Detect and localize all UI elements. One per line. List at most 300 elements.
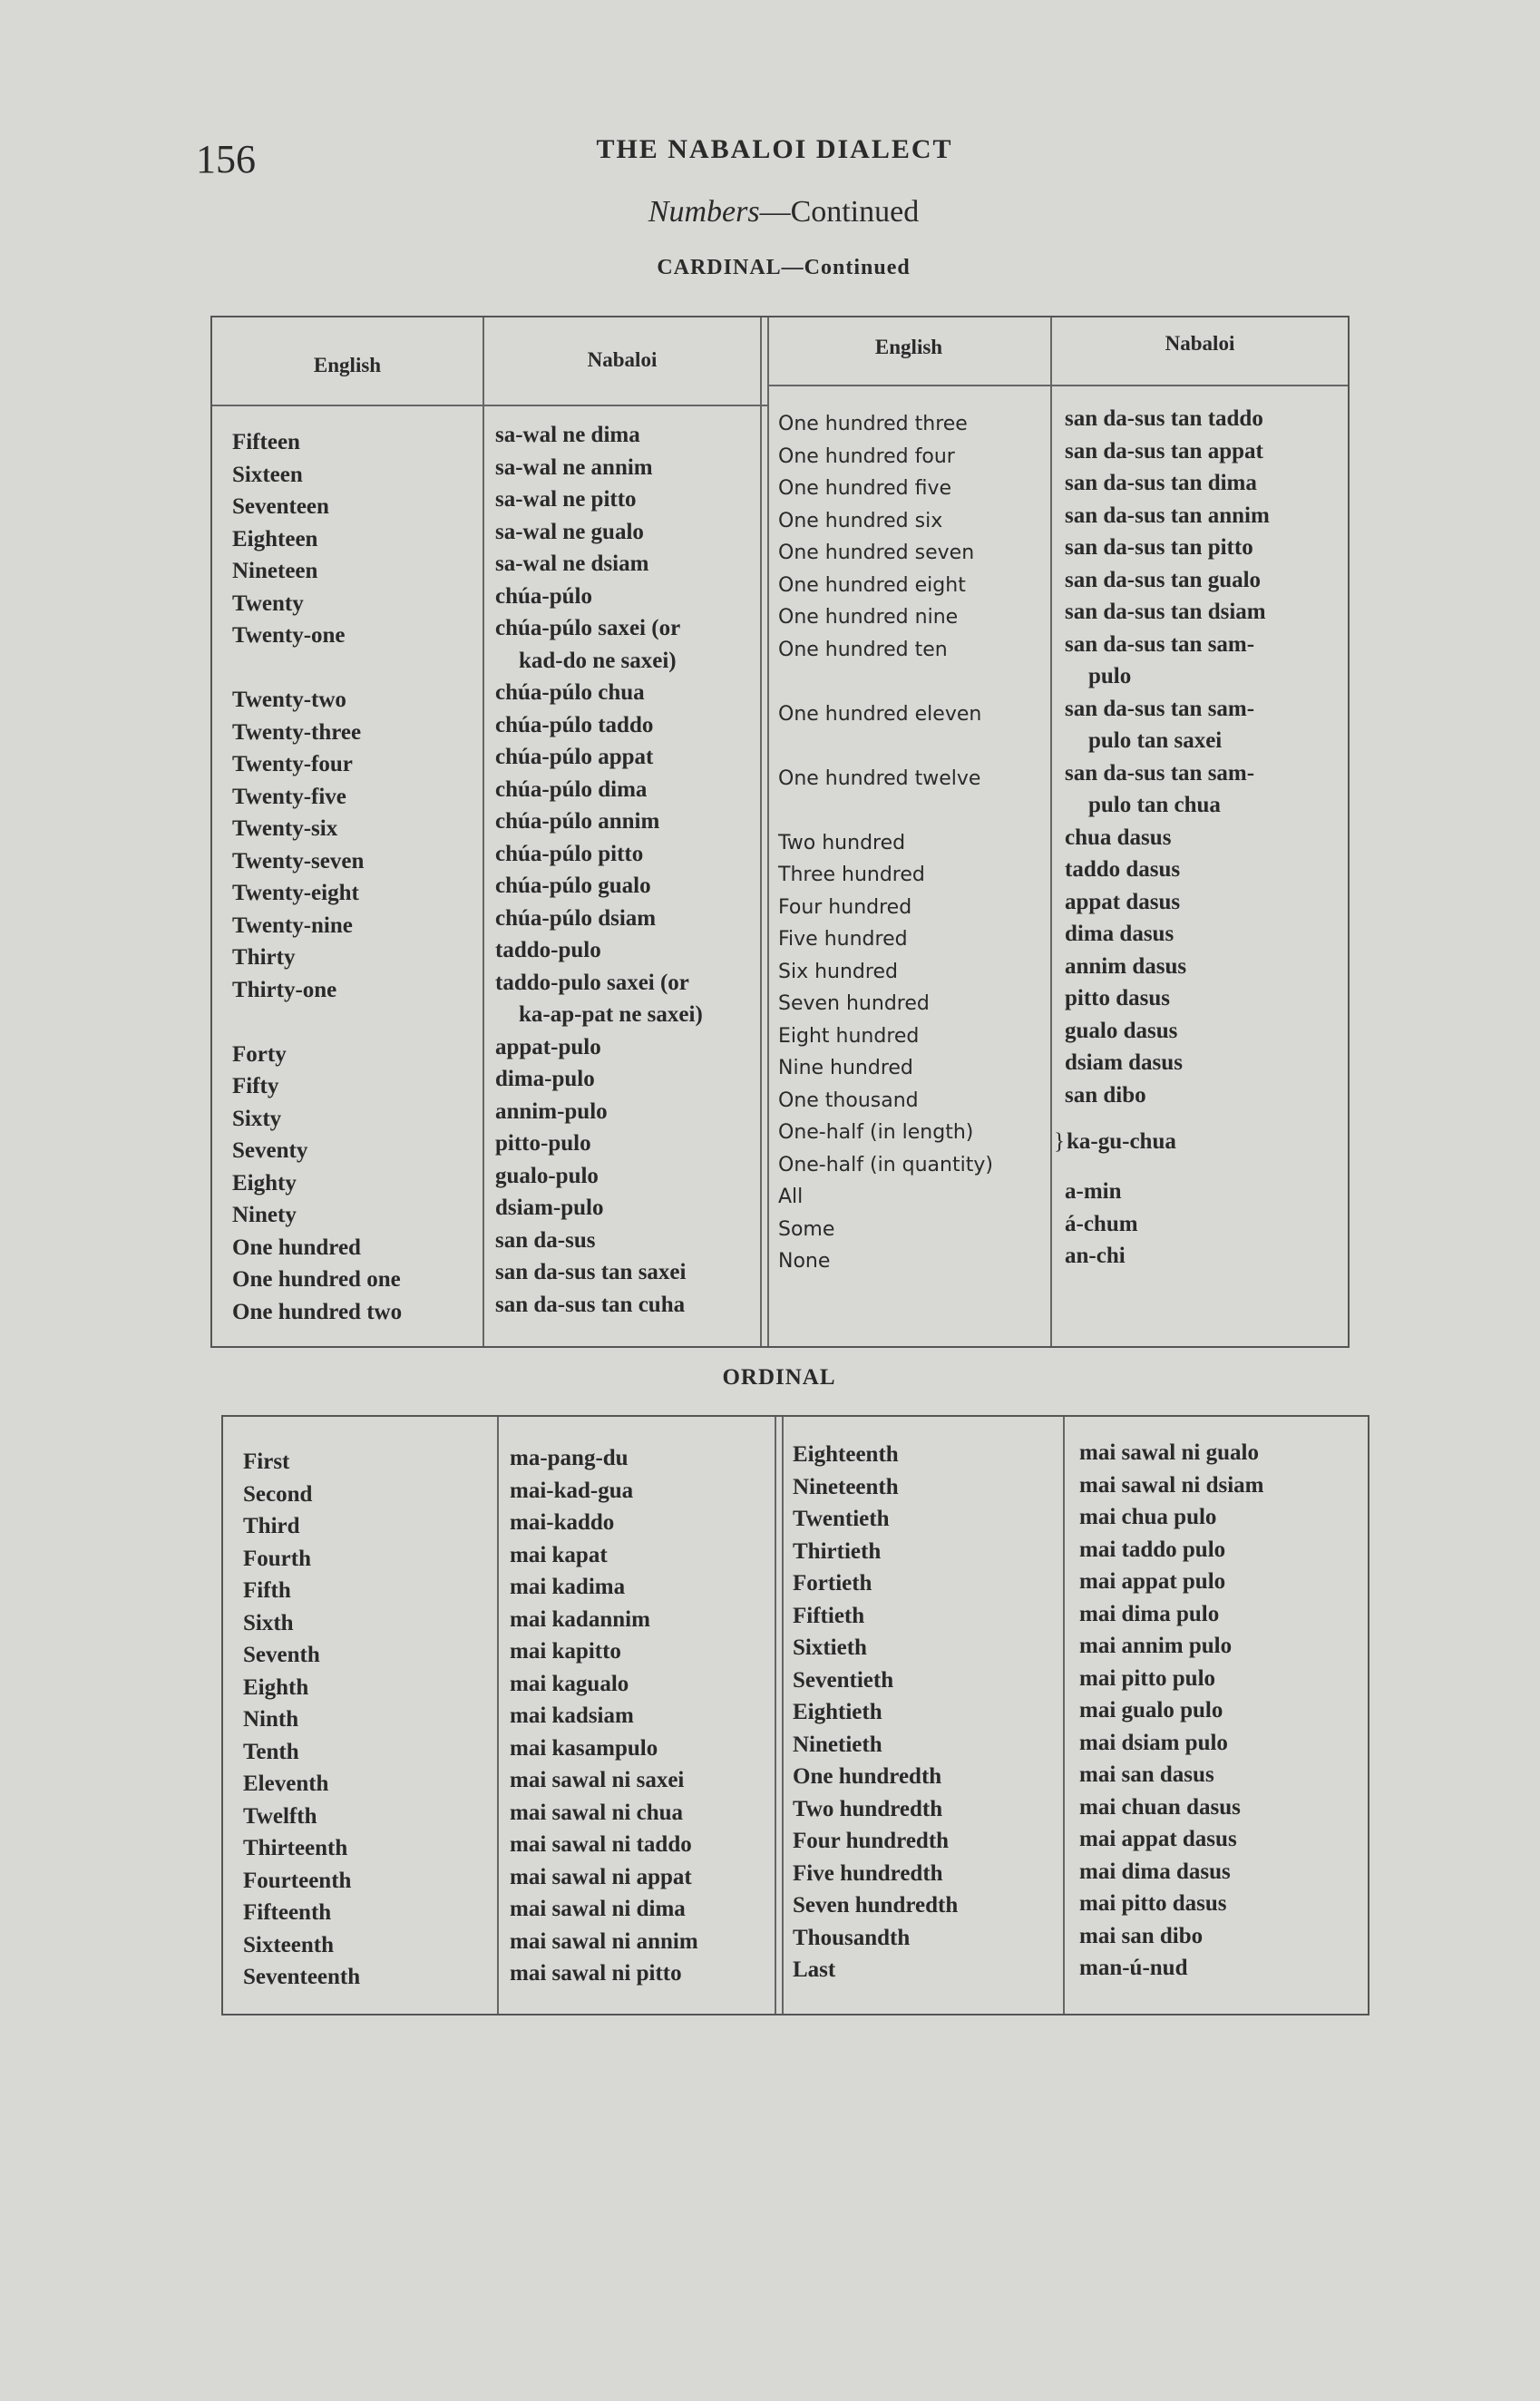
table-cell bbox=[778, 1214, 993, 1246]
cell-text: san da-sus tan dima bbox=[1065, 471, 1257, 495]
cell-text: Seventeenth bbox=[243, 1965, 361, 1989]
table-cell bbox=[1065, 951, 1270, 983]
table-cell bbox=[495, 709, 703, 742]
cell-text: mai kadsiam bbox=[510, 1703, 634, 1728]
cell-text: Nineteen bbox=[232, 559, 318, 583]
brace-mark: } bbox=[1054, 1129, 1065, 1154]
table-cell bbox=[232, 620, 402, 684]
table-cell bbox=[793, 1729, 958, 1762]
cell-text: pitto-pulo bbox=[495, 1131, 591, 1156]
table-cell bbox=[495, 581, 703, 613]
table-cell bbox=[1065, 1079, 1270, 1112]
cell-text: Sixteenth bbox=[243, 1932, 334, 1957]
cell-text: Six hundred bbox=[778, 960, 898, 983]
cell-text: san da-sus tan annim bbox=[1065, 503, 1270, 528]
table-cell bbox=[243, 1672, 360, 1704]
cardinal-heading: CARDINAL—Continued bbox=[657, 256, 911, 279]
table-cell bbox=[793, 1632, 958, 1664]
table-cell bbox=[243, 1832, 360, 1865]
cell-text: mai-kaddo bbox=[510, 1510, 615, 1535]
column-header-nabaloi: Nabaloi bbox=[1165, 332, 1235, 355]
cell-text: mai appat pulo bbox=[1079, 1569, 1226, 1594]
cell-text: dima-pulo bbox=[495, 1067, 595, 1091]
table-cell bbox=[495, 903, 703, 935]
column-rule bbox=[482, 317, 484, 1346]
table-cell bbox=[510, 1668, 698, 1701]
table-cell bbox=[495, 1127, 703, 1160]
table-cell bbox=[243, 1961, 360, 1994]
cell-text: a-min bbox=[1065, 1179, 1122, 1204]
table-cell bbox=[495, 452, 703, 484]
cell-text: Seven hundred bbox=[778, 992, 930, 1015]
cell-text: Thirteenth bbox=[243, 1836, 348, 1860]
table-cell bbox=[1065, 435, 1270, 468]
cell-text: san da-sus tan appat bbox=[1065, 438, 1263, 464]
table-cell bbox=[495, 1031, 703, 1064]
cell-text: mai taddo pulo bbox=[1079, 1537, 1226, 1562]
cell-text: mai kapitto bbox=[510, 1639, 621, 1664]
table-cell bbox=[232, 426, 402, 459]
cell-text: One hundred one bbox=[232, 1267, 401, 1292]
cell-text: One hundred three bbox=[778, 413, 968, 435]
cell-text: Twenty-one bbox=[232, 623, 346, 648]
cell-continuation: pulo tan saxei bbox=[1088, 728, 1223, 753]
table-cell bbox=[495, 1096, 703, 1128]
table-cell bbox=[1065, 596, 1270, 629]
cell-text: mai sawal ni pitto bbox=[510, 1961, 682, 1986]
cell-text: One-half (in length) bbox=[778, 1121, 974, 1144]
cell-text: Five hundredth bbox=[793, 1860, 943, 1886]
table-cell bbox=[778, 601, 993, 634]
table-cell bbox=[1079, 1791, 1264, 1824]
running-head: THE NABALOI DIALECT bbox=[596, 134, 953, 164]
cell-text: mai san dasus bbox=[1079, 1762, 1214, 1787]
table-cell bbox=[232, 748, 402, 781]
table-cell bbox=[793, 1600, 958, 1633]
table-cell bbox=[778, 827, 993, 860]
table-cell bbox=[1065, 532, 1270, 564]
ordinal-heading: ORDINAL bbox=[722, 1365, 836, 1390]
cell-text: Five hundred bbox=[778, 928, 908, 951]
cell-text: Twenty-two bbox=[232, 688, 346, 712]
table-cell bbox=[510, 1475, 698, 1508]
table-cell bbox=[243, 1897, 360, 1929]
cell-text: ma-pang-du bbox=[510, 1446, 629, 1470]
cardinal-table bbox=[210, 316, 1350, 1348]
table-cell bbox=[1065, 982, 1270, 1015]
column-rule bbox=[1063, 1417, 1065, 2014]
cell-text: Fifteenth bbox=[243, 1900, 332, 1925]
cell-text: annim-pulo bbox=[495, 1098, 608, 1124]
table-cell bbox=[1079, 1534, 1264, 1567]
cell-text: All bbox=[778, 1186, 804, 1208]
cell-text: Tenth bbox=[243, 1739, 299, 1764]
cell-text: Fifteen bbox=[232, 430, 300, 454]
cell-text: dsiam-pulo bbox=[495, 1196, 604, 1220]
cell-text: Seventh bbox=[243, 1643, 320, 1667]
english-column bbox=[232, 426, 402, 1328]
cell-continuation: kad-do ne saxei) bbox=[519, 648, 677, 673]
cell-text: Twenty-seven bbox=[232, 848, 365, 874]
table-cell bbox=[510, 1700, 698, 1732]
cell-text: Fifth bbox=[243, 1578, 291, 1603]
table-cell bbox=[1054, 1111, 1270, 1154]
table-cell bbox=[778, 1149, 993, 1182]
table-cell bbox=[1079, 1727, 1264, 1760]
cell-text: mai sawal ni appat bbox=[510, 1864, 692, 1889]
table-cell bbox=[1065, 886, 1270, 919]
table-cell bbox=[778, 570, 993, 602]
table-cell bbox=[243, 1703, 360, 1736]
cell-text: appat-pulo bbox=[495, 1034, 601, 1059]
table-cell bbox=[1065, 757, 1270, 822]
table-cell bbox=[243, 1736, 360, 1769]
cell-text: Four hundred bbox=[778, 895, 912, 919]
table-cell bbox=[1079, 1437, 1264, 1469]
cell-text: mai pitto dasus bbox=[1079, 1891, 1227, 1916]
column-header-english: English bbox=[313, 354, 382, 376]
cell-text: chua dasus bbox=[1065, 825, 1172, 850]
cell-text: Four hundredth bbox=[793, 1829, 950, 1853]
table-cell bbox=[793, 1503, 958, 1536]
table-cell bbox=[510, 1893, 698, 1926]
nabaloi-column bbox=[510, 1442, 698, 1990]
english-column bbox=[778, 408, 993, 1278]
table-cell bbox=[243, 1607, 360, 1640]
table-cell bbox=[1079, 1823, 1264, 1856]
cell-text: Last bbox=[793, 1957, 836, 1982]
cell-text: Ninety bbox=[232, 1203, 297, 1227]
cell-text: san da-sus tan sam- bbox=[1065, 760, 1255, 786]
table-cell bbox=[778, 892, 993, 924]
table-cell bbox=[243, 1929, 360, 1962]
cell-text: One hundred ten bbox=[778, 638, 948, 661]
table-cell bbox=[232, 1070, 402, 1103]
cell-text: chúa-púlo dsiam bbox=[495, 905, 657, 931]
cell-text: Ninth bbox=[243, 1707, 299, 1732]
table-cell bbox=[778, 408, 993, 441]
cell-text: Twentieth bbox=[793, 1507, 890, 1531]
cell-text: san da-sus tan cuha bbox=[495, 1292, 686, 1317]
cell-text: Forty bbox=[232, 1041, 287, 1067]
table-cell bbox=[243, 1639, 360, 1672]
table-cell bbox=[232, 684, 402, 717]
table-cell bbox=[1065, 1208, 1270, 1241]
table-cell bbox=[778, 1117, 993, 1149]
table-cell bbox=[495, 838, 703, 871]
cell-text: san da-sus tan pitto bbox=[1065, 535, 1253, 560]
column-rule-double bbox=[775, 1417, 784, 2014]
cell-text: chúa-púlo annim bbox=[495, 809, 660, 834]
cell-text: Some bbox=[778, 1217, 835, 1241]
table-cell bbox=[510, 1732, 698, 1765]
cell-text: Sixtieth bbox=[793, 1635, 867, 1660]
table-cell bbox=[510, 1797, 698, 1830]
cell-text: chúa-púlo taddo bbox=[495, 712, 654, 737]
table-cell bbox=[793, 1954, 958, 1986]
cell-text: Eleventh bbox=[243, 1771, 329, 1796]
cell-text: Fifty bbox=[232, 1074, 279, 1098]
table-cell bbox=[793, 1793, 958, 1826]
table-cell bbox=[243, 1865, 360, 1898]
cell-text: mai dima dasus bbox=[1079, 1859, 1231, 1884]
cell-text: One hundred nine bbox=[778, 606, 959, 629]
table-cell bbox=[510, 1926, 698, 1958]
table-cell bbox=[495, 612, 703, 677]
table-cell bbox=[1079, 1952, 1264, 1985]
table-cell bbox=[1079, 1469, 1264, 1502]
cell-text: One hundred eleven bbox=[778, 702, 982, 726]
table-cell bbox=[495, 774, 703, 806]
table-cell bbox=[778, 988, 993, 1020]
table-cell bbox=[1065, 822, 1270, 854]
cell-text: Twenty-three bbox=[232, 719, 362, 745]
table-cell bbox=[778, 441, 993, 473]
table-cell bbox=[1079, 1920, 1264, 1953]
table-cell bbox=[232, 523, 402, 556]
cell-text: Eight hundred bbox=[778, 1024, 920, 1048]
table-cell bbox=[793, 1858, 958, 1890]
cell-text: sa-wal ne annim bbox=[495, 454, 653, 480]
table-cell bbox=[510, 1764, 698, 1797]
table-cell bbox=[243, 1510, 360, 1543]
table-cell bbox=[778, 956, 993, 989]
cell-text: mai sawal ni dsiam bbox=[1079, 1472, 1264, 1498]
cell-text: mai kagualo bbox=[510, 1671, 629, 1696]
cell-text: mai dima pulo bbox=[1079, 1601, 1220, 1626]
cell-text: mai sawal ni annim bbox=[510, 1928, 698, 1954]
table-cell bbox=[232, 974, 402, 1039]
cell-text: taddo-pulo bbox=[495, 938, 601, 962]
cell-text: Two hundredth bbox=[793, 1796, 943, 1821]
cell-text: san da-sus tan dsiam bbox=[1065, 600, 1266, 624]
cell-continuation: pulo bbox=[1088, 664, 1132, 688]
cell-text: One thousand bbox=[778, 1088, 919, 1112]
cell-text: Eighty bbox=[232, 1170, 297, 1196]
cell-text: Thousandth bbox=[793, 1925, 911, 1950]
cell-text: Eighteen bbox=[232, 526, 318, 551]
table-cell bbox=[495, 967, 703, 1031]
table-cell bbox=[1079, 1759, 1264, 1791]
table-cell bbox=[778, 923, 993, 956]
cell-text: mai pitto pulo bbox=[1079, 1665, 1216, 1691]
table-cell bbox=[232, 459, 402, 492]
cell-text: mai kasampulo bbox=[510, 1735, 658, 1761]
table-cell bbox=[510, 1829, 698, 1861]
cell-text: Thirtieth bbox=[793, 1538, 882, 1564]
cell-text: chúa-púlo chua bbox=[495, 680, 645, 705]
table-cell bbox=[232, 845, 402, 878]
section-heading-italic: Numbers bbox=[648, 195, 760, 229]
header-rule bbox=[769, 385, 1348, 386]
nabaloi-column bbox=[495, 419, 703, 1321]
table-cell bbox=[793, 1664, 958, 1697]
cell-text: Seven hundredth bbox=[793, 1893, 959, 1918]
table-cell bbox=[510, 1635, 698, 1668]
table-cell bbox=[232, 781, 402, 814]
cell-text: Seventieth bbox=[793, 1667, 894, 1693]
cell-text: One hundred twelve bbox=[778, 766, 981, 790]
table-cell bbox=[232, 1232, 402, 1264]
cell-text: mai sawal ni taddo bbox=[510, 1832, 692, 1857]
cell-text: Twenty-four bbox=[232, 752, 353, 776]
cell-text: taddo dasus bbox=[1065, 857, 1181, 882]
cell-text: mai sawal ni gualo bbox=[1079, 1440, 1259, 1465]
cell-text: dima dasus bbox=[1065, 922, 1174, 946]
table-cell bbox=[778, 634, 993, 698]
table-cell bbox=[510, 1507, 698, 1539]
table-cell bbox=[778, 698, 993, 763]
table-cell bbox=[495, 1256, 703, 1289]
cell-text: One hundredth bbox=[793, 1764, 942, 1789]
table-cell bbox=[495, 805, 703, 838]
table-cell bbox=[243, 1768, 360, 1801]
table-cell bbox=[1065, 500, 1270, 532]
cell-text: san da-sus tan sam- bbox=[1065, 696, 1255, 721]
cell-text: mai sawal ni dima bbox=[510, 1897, 686, 1921]
cell-text: á-chum bbox=[1065, 1211, 1138, 1236]
cell-text: One hundred seven bbox=[778, 542, 975, 564]
cell-text: man-ú-nud bbox=[1079, 1956, 1188, 1980]
cell-text: One hundred four bbox=[778, 444, 955, 468]
table-cell bbox=[778, 473, 993, 505]
cell-text: mai kadannim bbox=[510, 1606, 650, 1632]
cell-text: Seventy bbox=[232, 1138, 308, 1163]
cell-text: mai san dibo bbox=[1079, 1923, 1204, 1948]
table-cell bbox=[243, 1575, 360, 1607]
table-cell bbox=[232, 1167, 402, 1200]
cell-text: Eighth bbox=[243, 1674, 309, 1700]
cell-text: an-chi bbox=[1065, 1244, 1126, 1268]
table-cell bbox=[510, 1861, 698, 1894]
cell-text: chúa-púlo pitto bbox=[495, 841, 644, 866]
column-rule bbox=[1050, 317, 1052, 1346]
table-cell bbox=[793, 1889, 958, 1922]
table-cell bbox=[1065, 467, 1270, 500]
cell-text: sa-wal ne gualo bbox=[495, 519, 644, 544]
table-cell bbox=[1079, 1598, 1264, 1631]
ordinal-table bbox=[221, 1415, 1369, 2015]
cell-text: One hundred six bbox=[778, 509, 943, 532]
table-cell bbox=[1065, 693, 1270, 757]
table-cell bbox=[495, 419, 703, 452]
table-cell bbox=[778, 763, 993, 827]
cell-text: Second bbox=[243, 1481, 313, 1507]
page-number: 156 bbox=[196, 137, 256, 181]
table-cell bbox=[495, 1160, 703, 1193]
table-cell bbox=[1065, 918, 1270, 951]
cell-text: Fortieth bbox=[793, 1571, 872, 1596]
table-cell bbox=[232, 491, 402, 523]
table-cell bbox=[510, 1442, 698, 1475]
table-cell bbox=[232, 1103, 402, 1136]
table-cell bbox=[232, 1039, 402, 1071]
table-cell bbox=[1065, 1176, 1270, 1208]
table-cell bbox=[793, 1536, 958, 1568]
cell-text: mai appat dasus bbox=[1079, 1827, 1237, 1851]
nabaloi-column bbox=[1054, 403, 1270, 1273]
cell-text: san da-sus tan taddo bbox=[1065, 406, 1263, 431]
english-column bbox=[793, 1439, 958, 1986]
table-cell bbox=[495, 741, 703, 774]
cell-text: One-half (in quantity) bbox=[778, 1153, 993, 1176]
cell-text: Thirty bbox=[232, 945, 296, 970]
table-cell bbox=[1079, 1694, 1264, 1727]
table-cell bbox=[1065, 629, 1270, 693]
cell-text: Twenty bbox=[232, 590, 304, 616]
table-cell bbox=[510, 1604, 698, 1636]
table-cell bbox=[793, 1825, 958, 1858]
cell-text: Two hundred bbox=[778, 831, 906, 854]
cell-text: mai dsiam pulo bbox=[1079, 1730, 1228, 1755]
cell-text: Nine hundred bbox=[778, 1057, 913, 1079]
cell-text: Seventeen bbox=[232, 494, 329, 519]
table-cell bbox=[232, 588, 402, 620]
column-rule-double bbox=[760, 317, 769, 1346]
table-cell bbox=[778, 859, 993, 892]
cell-text: Twenty-five bbox=[232, 784, 346, 809]
table-cell bbox=[793, 1922, 958, 1955]
section-heading-rest: —Continued bbox=[759, 195, 920, 229]
table-cell bbox=[495, 548, 703, 581]
cell-text: First bbox=[243, 1449, 290, 1474]
table-cell bbox=[495, 934, 703, 967]
cell-text: One hundred eight bbox=[778, 573, 966, 597]
cell-continuation: pulo tan chua bbox=[1088, 793, 1221, 817]
cell-text: ka-gu-chua bbox=[1067, 1129, 1176, 1154]
cell-text: dsiam dasus bbox=[1065, 1050, 1183, 1075]
table-cell bbox=[232, 717, 402, 749]
cell-text: gualo-pulo bbox=[495, 1163, 599, 1188]
cell-text: Sixty bbox=[232, 1106, 282, 1131]
cell-text: san da-sus bbox=[495, 1227, 596, 1253]
table-cell bbox=[793, 1696, 958, 1729]
cell-text: mai kapat bbox=[510, 1542, 608, 1567]
section-heading bbox=[0, 195, 1540, 229]
table-cell bbox=[232, 1264, 402, 1296]
cell-text: Fourth bbox=[243, 1546, 311, 1571]
table-cell bbox=[232, 1296, 402, 1329]
cell-text: mai chua pulo bbox=[1079, 1505, 1217, 1529]
cell-text: appat dasus bbox=[1065, 889, 1181, 914]
cell-text: chúa-púlo bbox=[495, 583, 592, 609]
table-cell bbox=[232, 813, 402, 845]
cell-text: Sixteen bbox=[232, 462, 303, 487]
table-cell bbox=[1079, 1888, 1264, 1920]
cell-text: Fourteenth bbox=[243, 1868, 352, 1893]
table-cell bbox=[232, 942, 402, 974]
cell-text: mai chuan dasus bbox=[1079, 1794, 1241, 1820]
cell-text: sa-wal ne dsiam bbox=[495, 551, 649, 576]
cell-text: Twenty-nine bbox=[232, 913, 353, 938]
cell-text: chúa-púlo gualo bbox=[495, 874, 651, 898]
table-cell bbox=[1079, 1630, 1264, 1663]
cell-text: chúa-púlo dima bbox=[495, 776, 648, 802]
table-cell bbox=[1065, 1047, 1270, 1079]
table-cell bbox=[778, 505, 993, 538]
table-cell bbox=[495, 1063, 703, 1096]
cell-text: Three hundred bbox=[778, 864, 925, 886]
table-cell bbox=[1079, 1501, 1264, 1534]
table-cell bbox=[495, 1289, 703, 1322]
table-cell bbox=[778, 1020, 993, 1053]
english-column bbox=[243, 1446, 360, 1994]
table-cell bbox=[793, 1761, 958, 1793]
cell-text: Nineteenth bbox=[793, 1474, 899, 1499]
cell-text: Ninetieth bbox=[793, 1732, 882, 1757]
table-cell bbox=[793, 1439, 958, 1471]
table-cell bbox=[510, 1571, 698, 1604]
